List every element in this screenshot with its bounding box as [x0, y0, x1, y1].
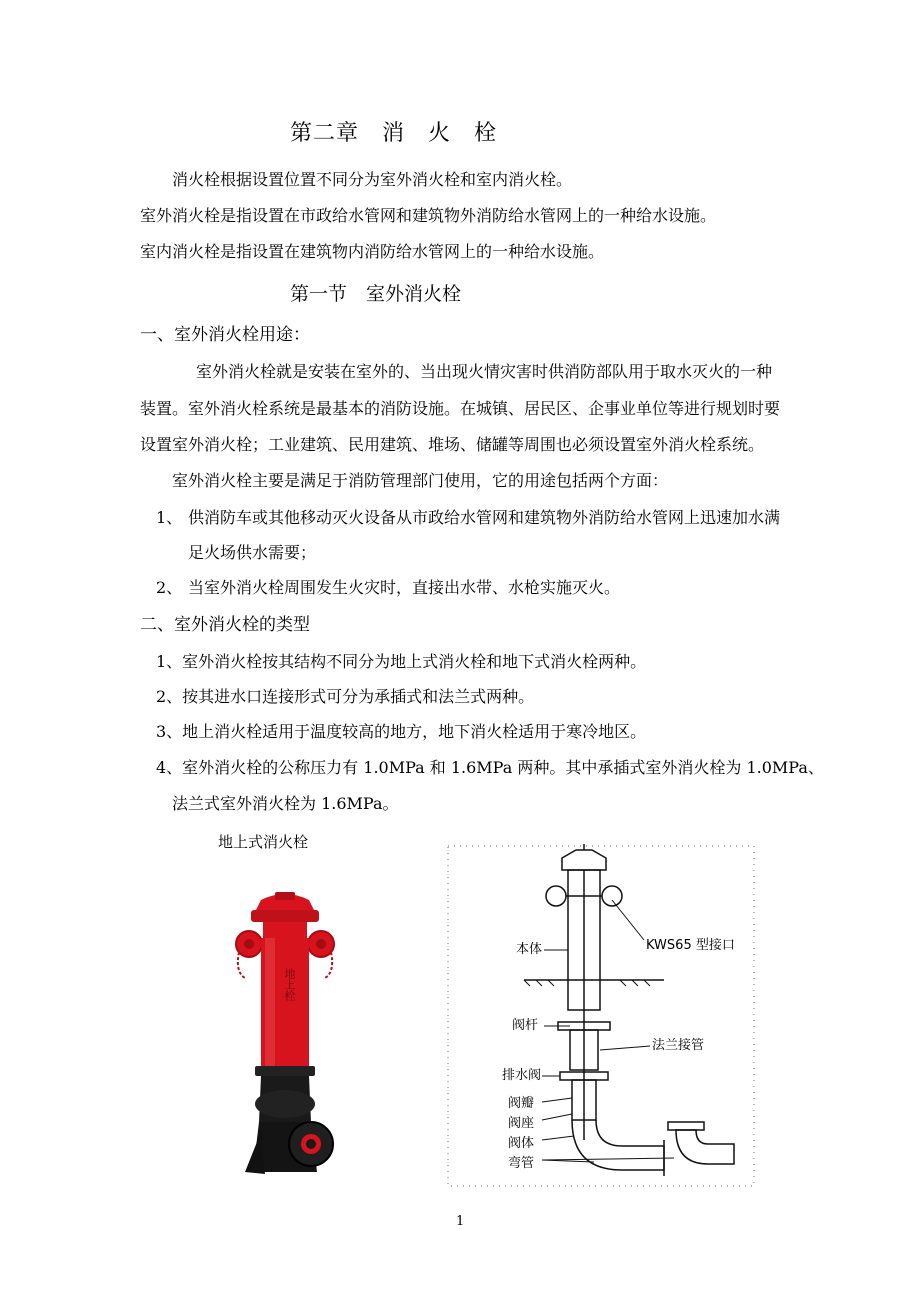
- part1-item1-line2: 足火场供水需要；: [188, 543, 317, 562]
- part2-item-1: 1、室外消火栓按其结构不同分为地上式消火栓和地下式消火栓两种。: [156, 652, 647, 671]
- hydrant-diagram: [444, 840, 764, 1200]
- part1-item2-line1: 当室外消火栓周围发生火灾时，直接出水带、水枪实施灭火。: [188, 578, 621, 597]
- part1-para-line-2: 装置。室外消火栓系统是最基本的消防设施。在城镇、居民区、企事业单位等进行规划时要: [140, 399, 781, 418]
- figure-caption: 地上式消火栓: [218, 833, 309, 851]
- label-elbow: 弯管: [508, 1156, 535, 1171]
- intro-line-1: 消火栓根据设置位置不同分为室外消火栓和室内消火栓。: [172, 170, 573, 189]
- intro-line-3: 室内消火栓是指设置在建筑物内消防给水管网上的一种给水设施。: [140, 242, 605, 261]
- part1-para-line-1: 室外消火栓就是安装在室外的、当出现火情灾害时供消防部队用于取水灭火的一种: [196, 362, 773, 381]
- section-title: 第一节 室外消火栓: [290, 283, 462, 305]
- part2-heading: 二、室外消火栓的类型: [140, 615, 310, 635]
- label-valve-disc: 阀瓣: [508, 1096, 535, 1111]
- part1-item1-num: 1、: [156, 508, 183, 527]
- label-valve-body: 阀体: [508, 1136, 535, 1151]
- label-drain-valve: 排水阀: [502, 1068, 542, 1083]
- hydrant-photo: [225, 882, 345, 1182]
- photo-text: 地上栓: [283, 968, 296, 1001]
- label-valve-stem: 阀杆: [512, 1018, 539, 1033]
- part1-para2: 室外消火栓主要是满足于消防管理部门使用，它的用途包括两个方面：: [172, 471, 669, 490]
- part2-item-4: 4、室外消火栓的公称压力有 1.0MPa 和 1.6MPa 两种。其中承插式室外消火栓为 1.0MPa、: [156, 758, 824, 777]
- label-flange-pipe: 法兰接管: [652, 1038, 705, 1053]
- page-number: 1: [456, 1214, 465, 1229]
- part2-item-2: 2、按其进水口连接形式可分为承插式和法兰式两种。: [156, 687, 535, 706]
- intro-line-2: 室外消火栓是指设置在市政给水管网和建筑物外消防给水管网上的一种给水设施。: [140, 206, 717, 225]
- label-interface: KWS65 型接口: [646, 938, 735, 953]
- label-valve-seat: 阀座: [508, 1116, 535, 1131]
- label-body: 本体: [516, 942, 543, 957]
- part2-item-4-cont: 法兰式室外消火栓为 1.6MPa。: [172, 794, 399, 813]
- chapter-title: 第二章 消 火 栓: [290, 121, 498, 146]
- part1-item1-line1: 供消防车或其他移动灭火设备从市政给水管网和建筑物外消防给水管网上迅速加水满: [188, 508, 781, 527]
- part1-item2-num: 2、: [156, 578, 183, 597]
- part1-heading: 一、室外消火栓用途：: [140, 325, 310, 345]
- part1-para-line-3: 设置室外消火栓；工业建筑、民用建筑、堆场、储罐等周围也必须设置室外消火栓系统。: [140, 435, 765, 454]
- part2-item-3: 3、地上消火栓适用于温度较高的地方，地下消火栓适用于寒冷地区。: [156, 722, 647, 741]
